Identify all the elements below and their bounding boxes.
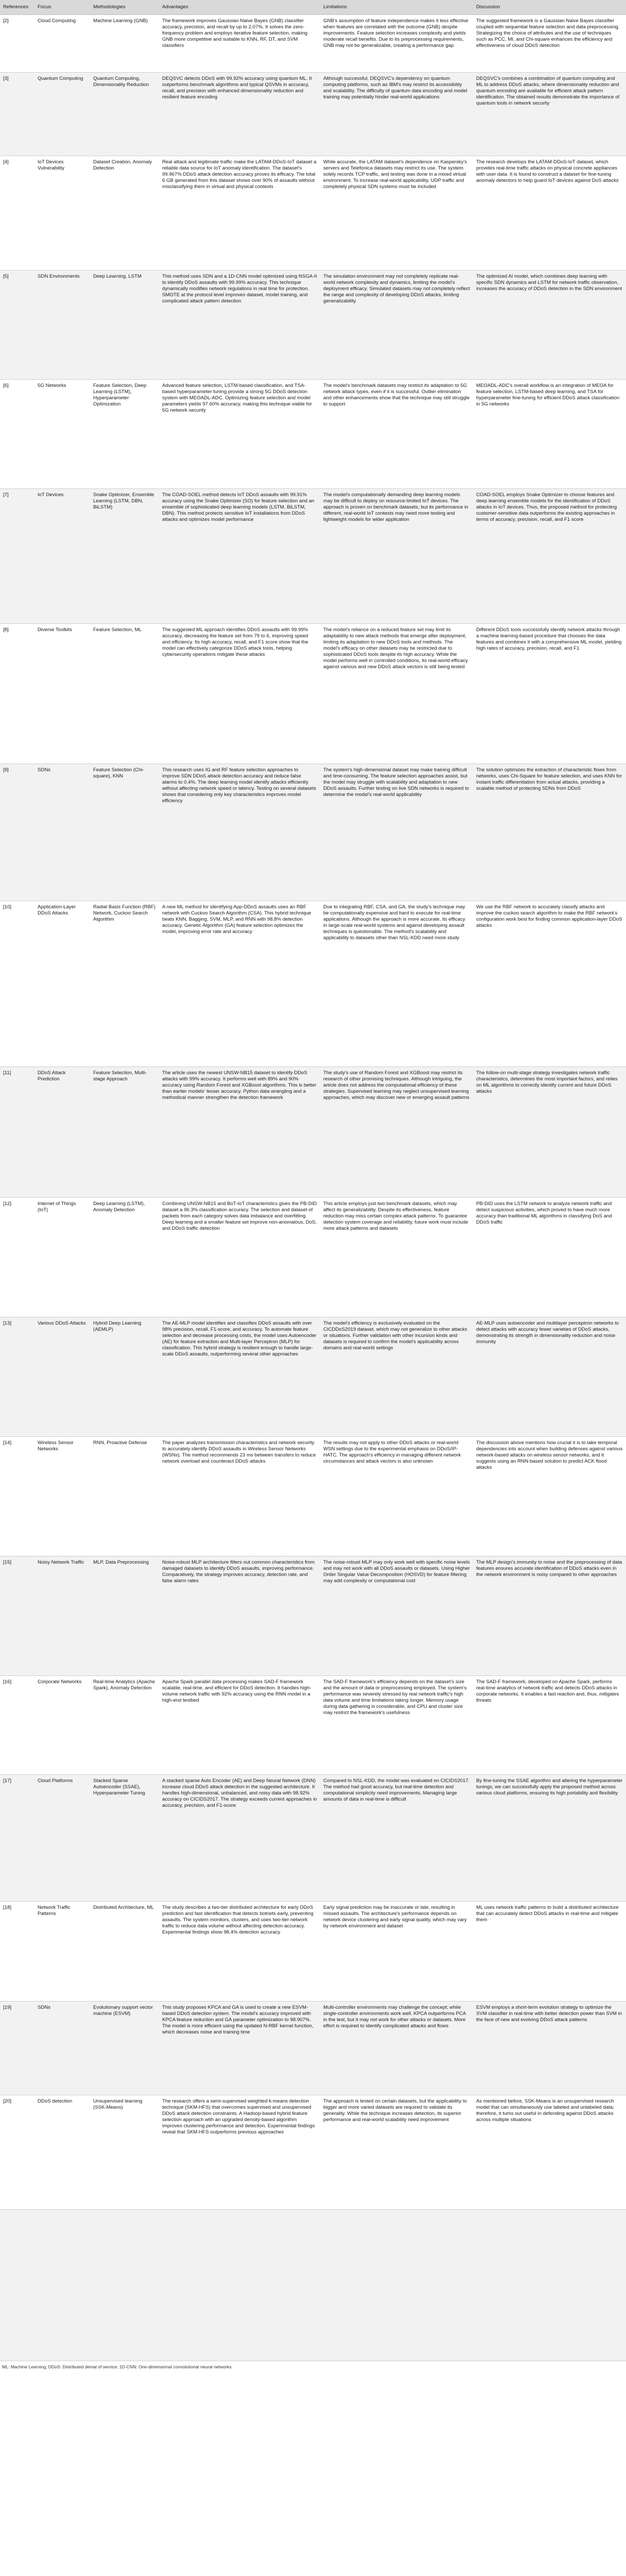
table-row bbox=[0, 901, 626, 1067]
table-row bbox=[0, 73, 626, 156]
table-row bbox=[0, 1198, 626, 1317]
table-row bbox=[0, 1902, 626, 2002]
cell-reference: [12] bbox=[0, 1198, 34, 1317]
cell-advantages: This study proposes KPCA and GA is used to create a new ESVM-based DDoS detection system. The model's accuracy improved with KPCA feature reduction and GA parameter optimization to 98.907%. The model is more efficient using the updated N-RBF kernel function, which decreases noise and training time bbox=[159, 2002, 320, 2095]
cell-advantages: This method uses SDN and a 1D-CNN model optimized using NSGA-II to identify DDoS assaults with 99.99% accuracy. This technique dynamically modifies network regulations in real time for protection. SMOTE at the protocol level improves dataset, model training, and complicated attack pattern detection bbox=[159, 270, 320, 380]
header-methodologies: Methodologies bbox=[90, 0, 159, 15]
cell-methodologies bbox=[90, 2210, 159, 2361]
cell-discussion: ESVM employs a short-term evolution strategy to optimize the SVM classifier in real-time with better detection power than SVM in the face of new and evolving DDoS attack patterns bbox=[473, 2002, 626, 2095]
cell-advantages: Advanced feature selection, LSTM-based classification, and TSA-based hyperparameter tuning provide a strong 5G DDoS detection system with MEOADL-ADC. Optimizing feature selection and model parameters yields 97.60% accuracy, making this technique viable for 5G network security bbox=[159, 380, 320, 489]
cell-focus: Diverse Toolkits bbox=[34, 624, 90, 764]
cell-methodologies: Hybrid Deep Learning (AEMLP) bbox=[90, 1317, 159, 1437]
cell-limitations: The system's high-dimensional dataset may make training difficult and time-consuming. The feature selection approaches assist, but the model may struggle with scalability and adaptation to new DDoS assaults. Further testing on live SDN networks is required to determine the model's real-world applicability bbox=[320, 764, 473, 901]
cell-limitations: The SAD-F framework's efficiency depends on the dataset's size and the amount of data or preprocessing employed. The system's performance was severely stressed by real network traffic's high data volume and time limitations taking longer. Memory usage during data gathering is considerable, and CPU and cluster size may restrict the framework's usefulness bbox=[320, 1676, 473, 1775]
table-footnote: ML: Machine Learning; DDoS: Distributed denial of service; 1D-CNN: One-dimensional convolutional neural networks. bbox=[2, 2364, 233, 2369]
cell-discussion: The research develops the LATAM-DDoS-IoT dataset, which provides real-time traffic attacks on physical concrete appliances with user data. It is found to construct a dataset for fine-tuning anomaly detectors to help guard IoT devices against DoS attacks bbox=[473, 156, 626, 270]
cell-methodologies: Dataset Creation, Anomaly Detection bbox=[90, 156, 159, 270]
cell-focus: Network Traffic Patterns bbox=[34, 1902, 90, 2002]
cell-advantages: The suggested ML approach identifies DDoS assaults with 99.99% accuracy, decreasing the feature set from 79 to 6, improving speed and efficiency. Its high accuracy, recall, and F1 score show that the model can effectively categorize DDoS attack tools, helping cybersecurity operations mitigate these attacks bbox=[159, 624, 320, 764]
cell-discussion: ML uses network traffic patterns to build a distributed architecture that can accurately detect DDoS attacks in real-time and mitigate them bbox=[473, 1902, 626, 2002]
cell-limitations: The model's reliance on a reduced feature set may limit its adaptability to new attack methods that emerge after deployment, limiting its adaptation to new DDoS tools and methods. The model's efficacy on other datasets may be restricted due to sophisticated DDoS tools despite its high accuracy. While the model performs well in controlled conditions, its real-world efficacy against various and new DDoS attack vectors is still being tested bbox=[320, 624, 473, 764]
cell-limitations: Due to integrating RBF, CSA, and GA, the study's technique may be computationally expensive and hard to execute for real-time applications. Although the approach is more accurate, its efficacy in large-scale real-world systems and against developing assault techniques is questionable. The method's scalability and applicability to datasets other than NSL-KDD need more study bbox=[320, 901, 473, 1067]
cell-discussion: AE-MLP uses autoencoder and multilayer perceptron networks to detect attacks with accuracy fewer varieties of DDoS attacks, demonstrating its strength in dimensionality reduction and noise immunity bbox=[473, 1317, 626, 1437]
table-row bbox=[0, 1317, 626, 1437]
cell-reference: [14] bbox=[0, 1437, 34, 1556]
cell-discussion: PB-DID uses the LSTM network to analyze network traffic and detect suspicious activities, which proved to have much more accuracy than traditional ML algorithms in classifying DoS and DDoS traffic bbox=[473, 1198, 626, 1317]
cell-limitations bbox=[320, 2210, 473, 2361]
cell-discussion bbox=[473, 2210, 626, 2361]
cell-limitations: GNB's assumption of feature independence makes it less effective when features are correlated with the outcome (GNB) despite improvements. Feature selection increases complexity and yields moderate recall benefits. Due to its preprocessing requirements, GNB may not be generalizable, creating a performance gap bbox=[320, 15, 473, 73]
table-row bbox=[0, 156, 626, 270]
table-body bbox=[0, 15, 626, 2361]
cell-advantages: The paper analyzes transmission characteristics and network security to accurately identify DDoS assaults in Wireless Sensor Networks (WSNs). The method recommends 23 ms between transfers to reduce network overload and counteract DDoS attacks bbox=[159, 1437, 320, 1556]
cell-limitations: The noise-robust MLP may only work well with specific noise levels and may not work with all DDoS assaults or datasets. Using Higher Order Singular Value Decomposition (HOSVD) for feature filtering may add complexity or computational cost bbox=[320, 1556, 473, 1676]
cell-methodologies: Snake Optimizer, Ensemble Learning (LSTM, DBN, BiLSTM) bbox=[90, 489, 159, 624]
table-row bbox=[0, 624, 626, 764]
table-row bbox=[0, 1437, 626, 1556]
cell-methodologies: Deep Learning, LSTM bbox=[90, 270, 159, 380]
cell-methodologies: Deep Learning (LSTM), Anomaly Detection bbox=[90, 1198, 159, 1317]
cell-discussion: The SAD-F framework, developed on Apache Spark, performs real-time analytics of network traffic and detects DDoS attacks in corporate networks. It enables a fast reaction and, thus, mitigates threats bbox=[473, 1676, 626, 1775]
cell-advantages: DEQSVC detects DDoS with 99.92% accuracy using quantum ML. It outperforms benchmark algorithms and typical QSVMs in accuracy, recall, and precision with enhanced dimensionality reduction and resilient feature encoding bbox=[159, 73, 320, 156]
cell-focus: SDN Environments bbox=[34, 270, 90, 380]
cell-limitations: The simulation environment may not completely replicate real-world network complexity and dynamics, limiting the model's deployment efficacy. Simulated datasets may not completely reflect the range and complexity of developing DDoS attacks, limiting generalizability bbox=[320, 270, 473, 380]
cell-limitations: The approach is tested on certain datasets, but the applicability to bigger and more varied datasets are required to validate its generality. While the technique increases detection, its superior performance and real-world scalability need improvement bbox=[320, 2095, 473, 2210]
cell-discussion: DEQSVC's combines a combination of quantum computing and ML to address DDoS attacks, where dimensionality reduction and quantum encoding are available for efficient attack pattern identification. The obtained results demonstrate the importance of quantum tools in network security bbox=[473, 73, 626, 156]
cell-methodologies: Feature Selection, ML bbox=[90, 624, 159, 764]
cell-advantages: The article uses the newest UNSW-NB15 dataset to identify DDoS attacks with 99% accuracy. It performs well with 89% and 90% accuracy using Random Forest and XGBoost algorithms. This is better than earlier models' lesser accuracy. Python data wrangling and a methodical manner strengthen the detection framework bbox=[159, 1067, 320, 1198]
cell-limitations: The model's benchmark datasets may restrict its adaptation to 5G network attack types, even if it is successful. Outlier elimination and other enhancements show that the technique may still struggle to support bbox=[320, 380, 473, 489]
cell-focus: Wireless Sensor Networks bbox=[34, 1437, 90, 1556]
cell-discussion: As mentioned before, SSK-Means is an unsupervised research model that can simultaneously use labeled and unlabeled data; therefore, it turns out useful in defending against DDoS attacks across multiple situations bbox=[473, 2095, 626, 2210]
cell-discussion: The follow-on multi-stage strategy investigates network traffic characteristics, determines the most important factors, and relies on ML algorithms to correctly identify current and future DDoS attacks bbox=[473, 1067, 626, 1198]
cell-limitations: Multi-controller environments may challenge the concept; while single-controller environments work well. KPCA outperforms PCA in the test, but it may not work for other attacks or datasets. More effort is required to identify complicated attacks and flows bbox=[320, 2002, 473, 2095]
cell-reference: [2] bbox=[0, 15, 34, 73]
cell-advantages bbox=[159, 2210, 320, 2361]
cell-focus: Cloud Platforms bbox=[34, 1775, 90, 1902]
table-row bbox=[0, 1676, 626, 1775]
cell-methodologies: Unsupervised learning (SSK-Means) bbox=[90, 2095, 159, 2210]
cell-methodologies: Machine Learning (GNB) bbox=[90, 15, 159, 73]
cell-advantages: The AE-MLP model identifies and classifies DDoS assaults with over 98% precision, recall, F1-score, and accuracy. To automate feature selection and decrease processing costs, the model uses Autoencoder (AE) for feature extraction and Multi-layer Perceptron (MLP) for classification. This hybrid strategy is resilient enough to handle large-scale DDoS assaults, outperforming several other approaches bbox=[159, 1317, 320, 1437]
cell-focus: Internet of Things (IoT) bbox=[34, 1198, 90, 1317]
cell-focus: Various DDoS Attacks bbox=[34, 1317, 90, 1437]
cell-discussion: The suggested framework is a Gaussian Naive Bayes classifier coupled with sequential feature selection and data preprocessing. Strategizing the choice of attributes and the use of techniques such as PCC, MI, and Chi-square enhances the efficiency and effectiveness of cloud DDoS detection bbox=[473, 15, 626, 73]
table-row bbox=[0, 764, 626, 901]
cell-discussion: The MLP design's immunity to noise and the preprocessing of data features ensures accurate identification of DDoS attacks even in the network environment is noisy compared to other approaches bbox=[473, 1556, 626, 1676]
cell-advantages: A stacked sparse Auto Encoder (AE) and Deep Neural Network (DNN) increase cloud DDoS attack detection in the suggested architecture. It handles high-dimensional, unbalanced, and noisy data with 98.92% accuracy on CICIDS2017. The strategy exceeds current approaches in accuracy, precision, and F1-score bbox=[159, 1775, 320, 1902]
cell-limitations: Compared to NSL-KDD, the model was evaluated on CICIDS2017. The method had good accuracy, but real-time detection and computational simplicity need improvements. Managing large amounts of data in real-time is difficult bbox=[320, 1775, 473, 1902]
cell-focus: 5G Networks bbox=[34, 380, 90, 489]
cell-reference: [5] bbox=[0, 270, 34, 380]
table-header bbox=[0, 0, 626, 15]
cell-reference: [10] bbox=[0, 901, 34, 1067]
cell-advantages: Apache Spark parallel data processing makes SAD-F framework scalable, real-time, and efficient for DDoS detection. It handles high-volume network traffic with 92% accuracy using the RNN model in a high-end testbed bbox=[159, 1676, 320, 1775]
table-header-row bbox=[0, 0, 626, 15]
cell-reference: [15] bbox=[0, 1556, 34, 1676]
cell-reference: [17] bbox=[0, 1775, 34, 1902]
cell-limitations: The results may not apply to other DDoS attacks or real-world WSN settings due to the experimental emphasis on DDoS/IP-HATC. The approach's efficiency in managing different network circumstances and attack vectors is also unknown bbox=[320, 1437, 473, 1556]
cell-advantages: This research uses IG and RF feature selection approaches to improve SDN DDoS attack detection accuracy and reduce false alarms to 0.4%. The deep learning model identify attacks efficiently without affecting network speed or latency. Testing on several datasets shows that considering only key characteristics improves model efficiency bbox=[159, 764, 320, 901]
cell-reference: [8] bbox=[0, 624, 34, 764]
cell-reference: [20] bbox=[0, 2095, 34, 2210]
cell-discussion: We use the RBF network to accurately classify attacks and improve the cuckoo search algorithm to make the RBF network's configuration work best for finding common application-layer DDoS attacks bbox=[473, 901, 626, 1067]
cell-methodologies: MLP, Data Preprocessing bbox=[90, 1556, 159, 1676]
cell-reference: [9] bbox=[0, 764, 34, 901]
cell-focus: DDoS Attack Prediction bbox=[34, 1067, 90, 1198]
cell-methodologies: Distributed Architecture, ML bbox=[90, 1902, 159, 2002]
table-row bbox=[0, 2210, 626, 2361]
cell-focus: Quantum Computing bbox=[34, 73, 90, 156]
table-row bbox=[0, 15, 626, 73]
cell-focus bbox=[34, 2210, 90, 2361]
cell-focus: IoT Devices Vulnerability bbox=[34, 156, 90, 270]
cell-reference: [19] bbox=[0, 2002, 34, 2095]
cell-reference bbox=[0, 2210, 34, 2361]
table-row bbox=[0, 380, 626, 489]
cell-methodologies: Evolutionary support vector machine (ESVM) bbox=[90, 2002, 159, 2095]
cell-advantages: The research offers a semi-supervised weighted k-means detection technique (SKM-HFS) that overcomes supervised and unsupervised DDoS attack detection constraints. A Hadoop-based hybrid feature selection approach with an upgraded density-based algorithm improves clustering performance and detection. Experimental findings reveal that SKM-HFS outperforms previous approaches bbox=[159, 2095, 320, 2210]
cell-focus: Application-Layer DDoS Attacks bbox=[34, 901, 90, 1067]
cell-limitations: Early signal prediction may be inaccurate or late, resulting in missed assaults. The architecture's performance depends on network device clustering and early signal quality, which may vary by network environment and dataset bbox=[320, 1902, 473, 2002]
cell-limitations: This article employs just two benchmark datasets, which may affect its generalizability. Despite its effectiveness, feature reduction may miss certain complex attack patterns. To guarantee detection system coverage and reliability, future work must include more attack patterns and datasets bbox=[320, 1198, 473, 1317]
header-references: References bbox=[0, 0, 34, 15]
cell-limitations: The study's use of Random Forest and XGBoost may restrict its research of other promising techniques. Although intriguing, the article does not address the computational efficiency of these strategies. Supervised learning may neglect unsupervised learning approaches, which may discover new or emerging assault patterns bbox=[320, 1067, 473, 1198]
cell-methodologies: Radial Basis Function (RBF) Network, Cuckoo Search Algorithm bbox=[90, 901, 159, 1067]
cell-methodologies: Feature Selection, Deep Learning (LSTM), Hyperparameter Optimization bbox=[90, 380, 159, 489]
cell-reference: [7] bbox=[0, 489, 34, 624]
cell-reference: [4] bbox=[0, 156, 34, 270]
table-row bbox=[0, 1556, 626, 1676]
cell-advantages: A new ML method for identifying App-DDoS assaults uses an RBF network with Cuckoo Search Algorithm (CSA). This hybrid technique beats KNN, Bagging, SVM, MLP, and RNN with 98.8% detection accuracy. Genetic Algorithm (GA) feature selection optimizes the model, improving error rate and accuracy bbox=[159, 901, 320, 1067]
cell-methodologies: Real-time Analytics (Apache Spark), Anomaly Detection bbox=[90, 1676, 159, 1775]
cell-advantages: The study describes a two-tier distributed architecture for early DDoS prediction and fast identification that detects botnets early, preventing assaults. The system monitors, clusters, and uses two-tier network traffic to reduce data volume without affecting detection accuracy. Experimental findings show 98.4% detection accuracy bbox=[159, 1902, 320, 2002]
cell-focus: Corporate Networks bbox=[34, 1676, 90, 1775]
cell-methodologies: Feature Selection, Multi-stage Approach bbox=[90, 1067, 159, 1198]
header-advantages: Advantages bbox=[159, 0, 320, 15]
table-row bbox=[0, 489, 626, 624]
cell-methodologies: RNN, Proactive Defense bbox=[90, 1437, 159, 1556]
cell-discussion: Different DDoS tools successfully identify network attacks through a machine learning-based procedure that chooses the data features and combines it with a comprehensive ML model, yielding high rates of accuracy, precision, recall, and F1 bbox=[473, 624, 626, 764]
cell-reference: [3] bbox=[0, 73, 34, 156]
header-limitations: Limitations bbox=[320, 0, 473, 15]
header-discussion: Discussion bbox=[473, 0, 626, 15]
table-row bbox=[0, 1067, 626, 1198]
cell-discussion: The solution optimizes the extraction of characteristic flows from networks, uses Chi-Square for feature selection, and uses KNN for instant traffic differentiation from actual attacks, providing a scalable method of protecting SDNs from DDoS bbox=[473, 764, 626, 901]
cell-advantages: The framework improves Gaussian Naive Bayes (GNB) classifier accuracy, precision, and recall by up to 2.07%. It solves the zero-frequency problem and employs iterative feature selection, making GNB more competitive and suitable to KNN, RF, DT, and SVM classifiers bbox=[159, 15, 320, 73]
cell-reference: [16] bbox=[0, 1676, 34, 1775]
cell-advantages: The COAD-SOEL method detects IoT DDoS assaults with 99.91% accuracy using the Snake Optimizer (SO) for feature selection and an ensemble of sophisticated deep learning models (LSTM, BiLSTM, DBN). This method protects sensitive IoT installations from DDoS attacks and optimizes model performance bbox=[159, 489, 320, 624]
cell-discussion: By fine-tuning the SSAE algorithm and altering the hyperparameter tunings, we can successfully apply the proposed method across various cloud platforms, ensuring its high portability and flexibility bbox=[473, 1775, 626, 1902]
cell-discussion: The optimized AI model, which combines deep learning with specific SDN dynamics and LSTM for network traffic observation, increases the accuracy of DDoS detection in the SDN environment bbox=[473, 270, 626, 380]
cell-limitations: The model's efficiency is exclusively evaluated on the CICDDoS2019 dataset, which may not generalize to other attacks or situations. Further validation with other incursion kinds and datasets is required to confirm the model's applicability across domains and real-world settings bbox=[320, 1317, 473, 1437]
table-row bbox=[0, 270, 626, 380]
table-row bbox=[0, 1775, 626, 1902]
cell-reference: [11] bbox=[0, 1067, 34, 1198]
cell-discussion: COAD-SOEL employs Snake Optimizer to choose features and deep learning ensemble models for the identification of DDoS attacks in IoT devices. Thus, the proposed method for protecting customer-sensitive data outperforms the existing approaches in terms of accuracy, precision, recall, and F1 score bbox=[473, 489, 626, 624]
cell-focus: Cloud Computing bbox=[34, 15, 90, 73]
cell-advantages: Noise-robust MLP architecture filters out common characteristics from damaged datasets to identify DDoS assaults, improving performance. Comparatively, the strategy improves accuracy, detection rate, and false alarm rates bbox=[159, 1556, 320, 1676]
cell-focus: DDoS detection bbox=[34, 2095, 90, 2210]
cell-discussion: MEOADL-ADC's overall workflow is an integration of MEOA for feature selection, LSTM-based deep learning, and TSA for hyperparameter fine-tuning for efficient DDoS attack classification in 5G networks bbox=[473, 380, 626, 489]
cell-discussion: The discussion above mentions how crucial it is to take temporal dependencies into account when building defenses against various network-based attacks on wireless sensor networks, and it suggests using an RNN-based solution to predict ACK flood attacks bbox=[473, 1437, 626, 1556]
cell-advantages: Real attack and legitimate traffic make the LATAM-DDoS-IoT dataset a reliable data source for IoT anomaly identification. The dataset's 99.967% DDoS attack detection accuracy proves its efficacy. The total 6 GB generated from this dataset shows over 90% of assaults without misclassifying them in virtual and physical contexts bbox=[159, 156, 320, 270]
header-focus: Focus bbox=[34, 0, 90, 15]
cell-limitations: The model's computationally demanding deep learning models may be difficult to deploy on resource-limited IoT devices. The approach is proven on benchmark datasets, but its performance in different, real-world IoT contexts may need more testing and lightweight models for wider application bbox=[320, 489, 473, 624]
cell-methodologies: Stacked Sparse Autoencoder (SSAE), Hyperparameter Tuning bbox=[90, 1775, 159, 1902]
cell-advantages: Combining UNSW-NB15 and BoT-IoT characteristics gives the PB-DID dataset a 96.3% classification accuracy. The selection and dataset of packets from each category solves data imbalance and overfitting. Deep learning and a smaller feature set improve non-anomalous, DoS, and DDoS traffic detection bbox=[159, 1198, 320, 1317]
cell-methodologies: Quantum Computing, Dimensionality Reduction bbox=[90, 73, 159, 156]
cell-reference: [18] bbox=[0, 1902, 34, 2002]
cell-focus: SDNs bbox=[34, 2002, 90, 2095]
table-row bbox=[0, 2095, 626, 2210]
cell-focus: SDNs bbox=[34, 764, 90, 901]
cell-limitations: Although successful, DEQSVC's dependency on quantum computing platforms, such as IBM's may restrict its accessibility and scalability. The difficulty of quantum data encoding and model training may potentially hinder real-world applications bbox=[320, 73, 473, 156]
cell-focus: Noisy Network Traffic bbox=[34, 1556, 90, 1676]
cell-reference: [6] bbox=[0, 380, 34, 489]
cell-reference: [13] bbox=[0, 1317, 34, 1437]
cell-limitations: While accurate, the LATAM dataset's dependence on Kaspersky's servers and Telefonica datasets may restrict its use. The system solely records TCP traffic, and testing was done in a mixed virtual environment. To increase real-world applicability, UDP traffic and completely physical SDN systems must be included bbox=[320, 156, 473, 270]
cell-focus: IoT Devices bbox=[34, 489, 90, 624]
table-row bbox=[0, 2002, 626, 2095]
cell-methodologies: Feature Selection (Chi-square), KNN bbox=[90, 764, 159, 901]
